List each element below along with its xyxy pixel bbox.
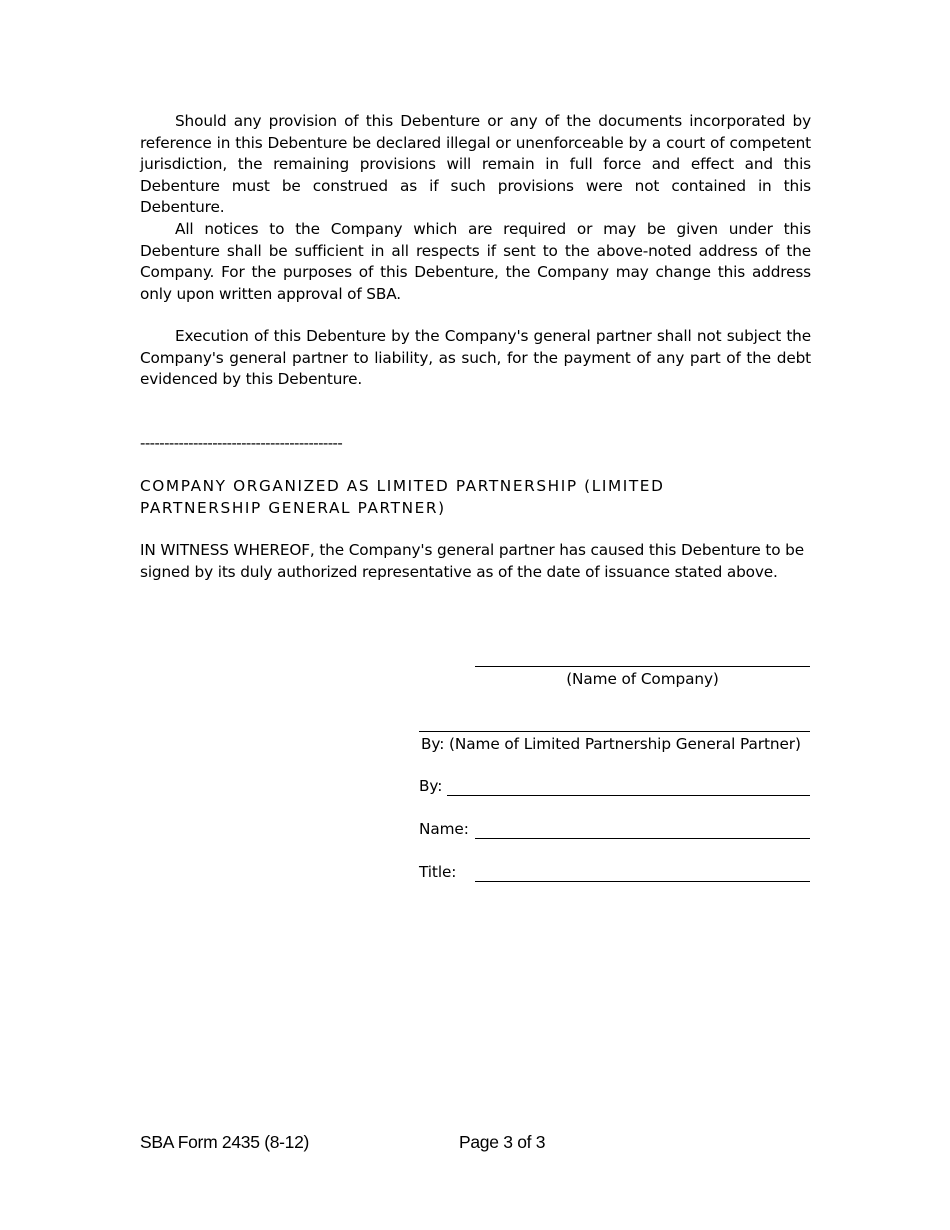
general-partner-line[interactable]	[419, 731, 810, 732]
section-separator: ------------------------------------------	[140, 434, 343, 452]
paragraph-notices: All notices to the Company which are required or may be given under this Debenture shall be sufficient in all respects if sent to the above-noted address of the Company. For the purposes of this Debenture, the Company may change this address only upon written approval of SBA.	[140, 220, 811, 303]
section-heading: COMPANY ORGANIZED AS LIMITED PARTNERSHIP (LIMITED PARTNERSHIP GENERAL PARTNER)	[140, 477, 665, 517]
witness-clause: IN WITNESS WHEREOF, the Company's general partner has caused this Debenture to be signed by its duly authorized representative as of the date of issuance stated above.	[140, 541, 804, 581]
general-partner-caption: By: (Name of Limited Partnership General Partner)	[421, 735, 801, 753]
title-line[interactable]	[475, 881, 810, 882]
name-label: Name:	[419, 820, 469, 838]
company-name-caption: (Name of Company)	[566, 670, 719, 688]
name-line[interactable]	[475, 838, 810, 839]
by-signature-line[interactable]	[447, 795, 810, 796]
footer-page-number: Page 3 of 3	[459, 1132, 546, 1152]
company-name-line[interactable]	[475, 666, 810, 667]
paragraph-severability: Should any provision of this Debenture or any of the documents incorporated by reference in this Debenture be declared illegal or unenforceable by a court of competent jurisdiction, the remaining provisions will remain in full force and effect and this Debenture must be construed as if such provisions were not contained in this Debenture.	[140, 112, 811, 216]
title-label: Title:	[419, 863, 457, 881]
by-label: By:	[419, 777, 443, 795]
footer-form-id: SBA Form 2435 (8-12)	[140, 1132, 310, 1152]
paragraph-execution: Execution of this Debenture by the Company's general partner shall not subject the Company's general partner to liability, as such, for the payment of any part of the debt evidenced by this Debenture.	[140, 327, 811, 388]
